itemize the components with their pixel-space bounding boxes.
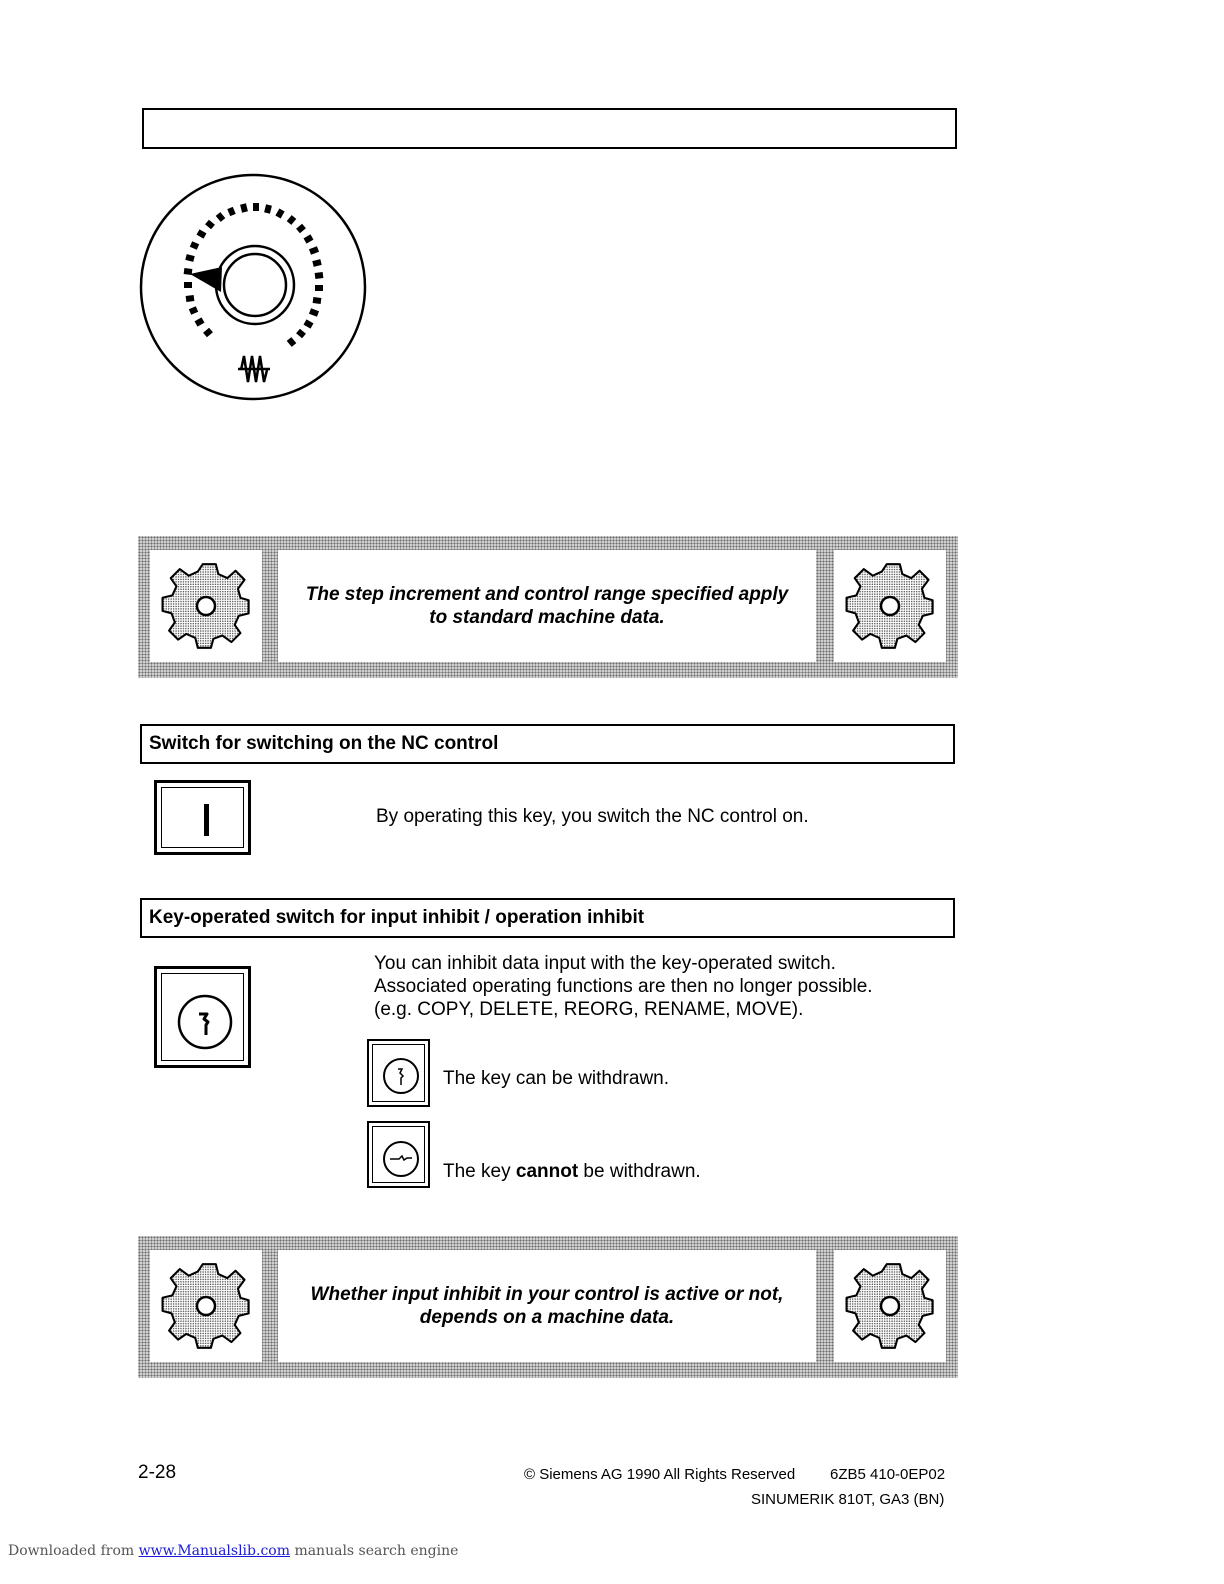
locked-text-bold: cannot xyxy=(515,1161,579,1182)
power-on-icon xyxy=(204,804,209,836)
page-number: 2-28 xyxy=(138,1462,177,1483)
key-face xyxy=(372,1044,425,1102)
section-title: Key-operated switch for input inhibit / operation inhibit xyxy=(149,907,645,928)
gear-icon xyxy=(150,550,262,662)
locked-text-pre: The key xyxy=(443,1161,516,1182)
manualslib-link[interactable]: www.Manualslib.com xyxy=(138,1543,290,1559)
download-prefix: Downloaded from xyxy=(8,1543,135,1559)
key-description-line-2: Associated operating functions are then no longer possible. xyxy=(374,976,873,997)
gear-icon xyxy=(834,1250,946,1362)
gear-icon xyxy=(834,550,946,662)
key-description-line-3: (e.g. COPY, DELETE, REORG, RENAME, MOVE). xyxy=(374,999,804,1020)
key-vertical-icon xyxy=(161,973,248,1065)
order-number: 6ZB5 410-0EP02 xyxy=(830,1466,946,1483)
feed-override-dial-icon xyxy=(138,170,370,404)
note-box-input-inhibit xyxy=(138,1236,958,1378)
note-line-1: The step increment and control range specified apply xyxy=(305,584,789,605)
locked-text xyxy=(443,1160,701,1183)
key-face xyxy=(161,787,244,848)
product-name: SINUMERIK 810T, GA3 (BN) xyxy=(751,1491,945,1508)
note-box-step-increment xyxy=(138,536,958,678)
note-line-2: depends on a machine data. xyxy=(419,1307,675,1328)
key-position-withdrawable xyxy=(367,1039,430,1107)
power-on-key[interactable] xyxy=(154,780,251,855)
power-description: By operating this key, you switch the NC control on. xyxy=(376,806,809,827)
key-vertical-icon xyxy=(372,1044,427,1104)
download-banner xyxy=(8,1543,458,1559)
gear-icon xyxy=(150,1250,262,1362)
note-line-1: Whether input inhibit in your control is active or not, xyxy=(310,1284,784,1305)
section-title: Switch for switching on the NC control xyxy=(149,733,499,754)
key-switch[interactable] xyxy=(154,966,251,1068)
key-description xyxy=(374,952,873,1021)
note-text xyxy=(278,550,816,662)
key-face xyxy=(161,973,244,1061)
section-header-key-switch xyxy=(140,898,955,938)
key-description-line-1: You can inhibit data input with the key-operated switch. xyxy=(374,953,836,974)
key-horizontal-icon xyxy=(372,1126,427,1185)
copyright: © Siemens AG 1990 All Rights Reserved xyxy=(524,1466,796,1483)
note-text xyxy=(278,1250,816,1362)
key-position-locked xyxy=(367,1121,430,1188)
top-header-box xyxy=(142,108,957,149)
locked-text-post: be withdrawn. xyxy=(578,1161,701,1182)
key-face xyxy=(372,1126,425,1183)
section-header-power-switch xyxy=(140,724,955,764)
note-line-2: to standard machine data. xyxy=(429,607,665,628)
withdrawable-text: The key can be withdrawn. xyxy=(443,1068,670,1089)
download-suffix: manuals search engine xyxy=(294,1543,459,1559)
